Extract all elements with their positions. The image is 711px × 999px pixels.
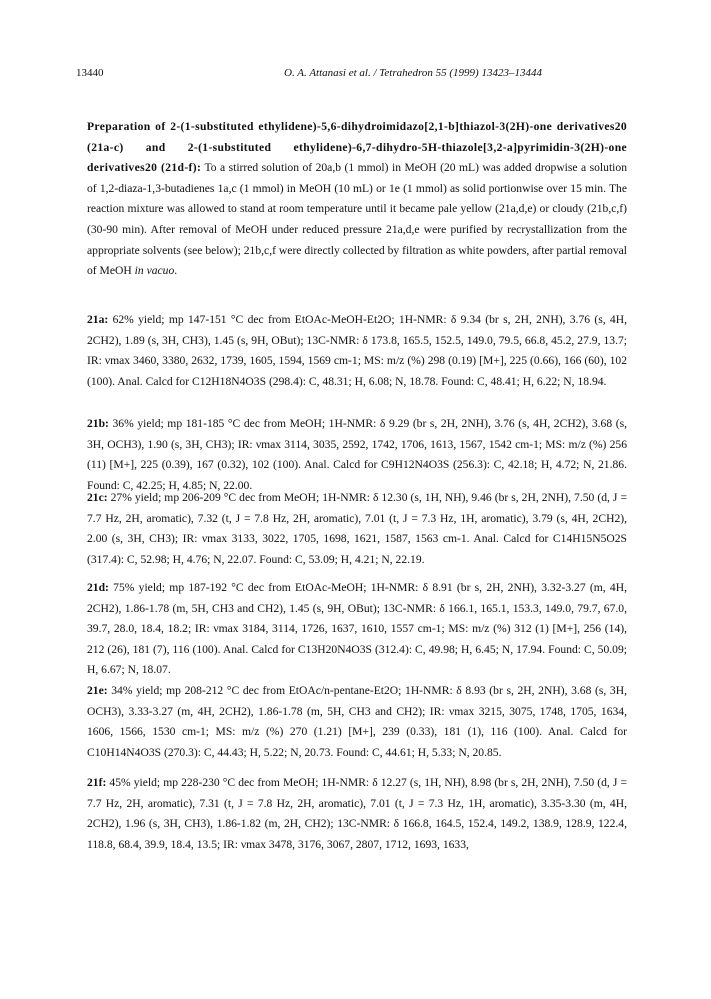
compound-21b-paragraph [87,414,627,496]
compound-21b-data: 36% yield; mp 181-185 °C dec from MeOH; 1H-NMR: δ 9.29 (br s, 2H, 2NH), 3.76 (s, 4H, 2CH2), 3.68 (s, 3H, OCH3), 1.90 (s, 3H, CH3); IR: νmax 3114, 3035, 2592, 1742, 1706, 1613, 1567, 1542 cm-1; MS: m/z (%) 256 (11) [M+], 225 (0.39), 167 (0.32), 102 (100). Anal. Calcd for C9H12N4O3S (256.3): C, 42.18; H, 4.72; N, 21.86. Found: C, 42.25; H, 4.85; N, 22.00. [87,417,627,492]
compound-21d-paragraph [87,578,627,681]
compound-21e-label: 21e: [87,684,108,697]
compound-21b-label: 21b: [87,417,109,430]
preparation-heading: Preparation of 2-(1-substituted ethylidene)-5,6-dihydroimidazo[2,1-b]thiazol-3(2H)-one derivatives20 (21a-c) and 2-(1-substituted ethylidene)-6,7-dihydro-5H-thiazole[3,2-a]pyrimidin-3(2H)-one derivatives20 (21d-f): [87,120,627,175]
preparation-body: To a stirred solution of 20a,b (1 mmol) in MeOH (20 mL) was added dropwise a solution of 1,2-diaza-1,3-butadienes 1a,c (1 mmol) in MeOH (10 mL) or 1e (1 mmol) as solid portionwise over 15 min. The reaction mixture was allowed to stand at room temperature until it became pale yellow (21a,d,e) or cloudy (21b,c,f) (30-90 min). After removal of MeOH under reduced pressure 21a,d,e were purified by recrystallization from the appropriate solvents (see below); 21b,c,f were directly collected by filtration as white powders, after partial removal of MeOH [87,161,627,278]
compound-21a-paragraph [87,310,627,392]
compound-21e-data: 34% yield; mp 208-212 °C dec from EtOAc/n-pentane-Et2O; 1H-NMR: δ 8.93 (br s, 2H, 2NH), 3.68 (s, 3H, OCH3), 3.33-3.27 (m, 4H, 2CH2), 1.86-1.78 (m, 5H, CH3 and CH2); IR: νmax 3215, 3075, 1748, 1705, 1634, 1606, 1566, 1530 cm-1; MS: m/z (%) 270 (1.21) [M+], 239 (0.33), 181 (1), 116 (100). Anal. Calcd for C10H14N4O3S (270.3): C, 44.43; H, 5.22; N, 20.73. Found: C, 44.61; H, 5.33; N, 20.85. [87,684,627,759]
preparation-end: . [174,264,178,278]
preparation-paragraph [87,117,627,282]
compound-21c-label: 21c: [87,491,108,504]
compound-21c-data: 27% yield; mp 206-209 °C dec from MeOH; 1H-NMR: δ 12.30 (s, 1H, NH), 9.46 (br s, 2H, 2NH), 7.50 (d, J = 7.7 Hz, 2H, aromatic), 7.32 (t, J = 7.8 Hz, 2H, aromatic), 7.01 (t, J = 7.3 Hz, 1H, aromatic), 3.79 (s, 4H, 2CH2), 2.00 (s, 3H, CH3); IR: νmax 3133, 3022, 1705, 1698, 1621, 1587, 1563 cm-1. Anal. Calcd for C14H15N5O2S (317.4): C, 52.98; H, 4.76; N, 22.07. Found: C, 53.09; H, 4.21; N, 22.19. [87,491,627,566]
compound-21f-label: 21f: [87,776,107,789]
page-number: 13440 [76,67,104,79]
compound-21c-paragraph [87,488,627,570]
compound-21f-paragraph [87,773,627,855]
compound-21e-paragraph [87,681,627,763]
compound-21d-label: 21d: [87,581,109,594]
compound-21a-data: 62% yield; mp 147-151 °C dec from EtOAc-MeOH-Et2O; 1H-NMR: δ 9.34 (br s, 2H, 2NH), 3.76 (s, 4H, 2CH2), 1.89 (s, 3H, CH3), 1.45 (s, 9H, OBut); 13C-NMR: δ 173.8, 165.5, 152.5, 149.0, 79.5, 66.8, 45.2, 27.9, 13.7; IR: νmax 3460, 3380, 2632, 1739, 1605, 1594, 1569 cm-1; MS: m/z (%) 298 (0.19) [M+], 225 (0.66), 166 (60), 102 (100). Anal. Calcd for C12H18N4O3S (298.4): C, 48.31; H, 6.08; N, 18.78. Found: C, 48.41; H, 6.22; N, 18.94. [87,313,627,388]
in-vacuo-phrase: in vacuo [134,264,175,278]
running-header-citation: O. A. Attanasi et al. / Tetrahedron 55 (1999) 13423–13444 [284,67,542,79]
compound-21a-label: 21a: [87,313,109,326]
compound-21f-data: 45% yield; mp 228-230 °C dec from MeOH; 1H-NMR: δ 12.27 (s, 1H, NH), 8.98 (br s, 2H, 2NH), 7.50 (d, J = 7.7 Hz, 2H, aromatic), 7.31 (t, J = 7.8 Hz, 2H, aromatic), 7.01 (t, J = 7.3 Hz, 1H, aromatic), 3.35-3.30 (m, 4H, 2CH2), 1.96 (s, 3H, CH3), 1.86-1.82 (m, 2H, CH2); 13C-NMR: δ 166.8, 164.5, 152.4, 149.2, 138.9, 128.9, 122.4, 118.8, 68.4, 39.9, 18.4, 13.5; IR: νmax 3478, 3176, 3067, 2807, 1712, 1693, 1633, [87,776,627,851]
compound-21d-data: 75% yield; mp 187-192 °C dec from EtOAc-MeOH; 1H-NMR: δ 8.91 (br s, 2H, 2NH), 3.32-3.27 (m, 4H, 2CH2), 1.86-1.78 (m, 5H, CH3 and CH2), 1.45 (s, 9H, OBut); 13C-NMR: δ 166.1, 165.1, 153.3, 149.0, 79.7, 67.0, 39.7, 28.0, 18.4, 18.2; IR: νmax 3184, 3114, 1726, 1637, 1610, 1557 cm-1; MS: m/z (%) 312 (1) [M+], 256 (14), 212 (26), 181 (7), 116 (100). Anal. Calcd for C13H20N4O3S (312.4): C, 49.98; H, 6.45; N, 17.94. Found: C, 50.09; H, 6.67; N, 18.07. [87,581,627,677]
